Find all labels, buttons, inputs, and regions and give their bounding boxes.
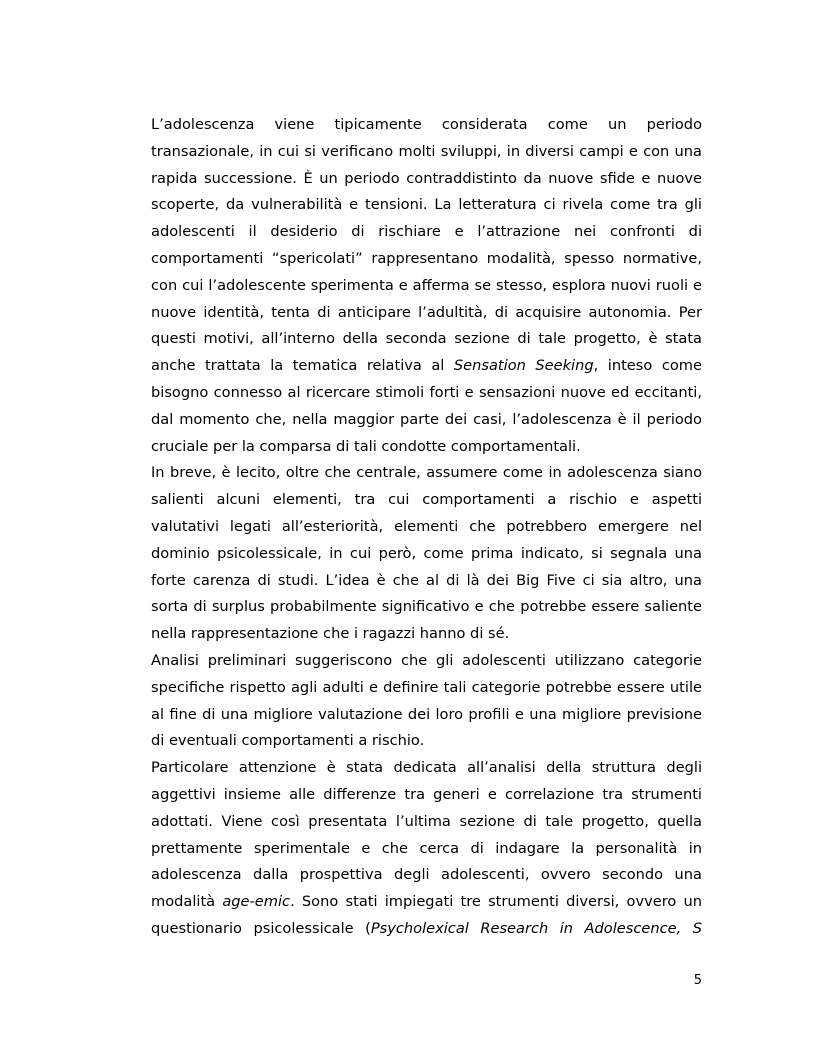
text-line: adolescenza dalla prospettiva degli adolescenti, ovvero secondo una bbox=[151, 866, 702, 884]
text-line: forte carenza di studi. L’idea è che al di là dei Big Five ci sia altro, una bbox=[151, 571, 702, 589]
text-line: Analisi preliminari suggeriscono che gli adolescenti utilizzano categorie bbox=[151, 651, 702, 669]
text-line: prettamente sperimentale e che cerca di indagare la personalità in bbox=[151, 839, 702, 857]
text-line: dominio psicolessicale, in cui però, come prima indicato, si segnala una bbox=[151, 544, 702, 562]
text-line: questi motivi, all’interno della seconda sezione di tale progetto, è stata bbox=[151, 330, 702, 348]
text-line: di eventuali comportamenti a rischio. bbox=[151, 732, 425, 750]
text-line: cruciale per la comparsa di tali condotte comportamentali. bbox=[151, 437, 581, 455]
text-line: In breve, è lecito, oltre che centrale, assumere come in adolescenza siano bbox=[151, 464, 702, 482]
text-line: sorta di surplus probabilmente significativo e che potrebbe essere saliente bbox=[151, 598, 702, 616]
text-line: adolescenti il desiderio di rischiare e l’attrazione nei confronti di bbox=[151, 223, 702, 241]
text-line: aggettivi insieme alle differenze tra generi e correlazione tra strumenti bbox=[151, 785, 702, 803]
body-text bbox=[151, 112, 702, 943]
text-line: nella rappresentazione che i ragazzi hanno di sé. bbox=[151, 625, 510, 643]
text-segment: anche trattata la tematica relativa al bbox=[151, 357, 454, 375]
text-line bbox=[151, 353, 702, 380]
text-segment: modalità bbox=[151, 893, 223, 911]
text-line: salienti alcuni elementi, tra cui comportamenti a rischio e aspetti bbox=[151, 491, 702, 509]
italic-term: age-emic bbox=[222, 893, 291, 911]
text-line: valutativi legati all’esteriorità, elementi che potrebbero emergere nel bbox=[151, 517, 702, 535]
text-segment: , inteso come bbox=[593, 357, 702, 375]
text-line bbox=[151, 889, 702, 916]
text-segment: . Sono stati impiegati tre strumenti diversi, ovvero un bbox=[290, 893, 702, 911]
text-line: comportamenti “spericolati” rappresentano modalità, spesso normative, bbox=[151, 249, 702, 267]
text-line: scoperte, da vulnerabilità e tensioni. La letteratura ci rivela come tra gli bbox=[151, 196, 702, 214]
text-line: al fine di una migliore valutazione dei loro profili e una migliore previsione bbox=[151, 705, 702, 723]
text-line: transazionale, in cui si verificano molti sviluppi, in diversi campi e con una bbox=[151, 142, 702, 160]
text-segment: questionario psicolessicale ( bbox=[151, 919, 371, 937]
italic-term: Sensation Seeking bbox=[453, 357, 594, 375]
text-line: rapida successione. È un periodo contraddistinto da nuove sfide e nuove bbox=[151, 169, 702, 187]
text-line: adottati. Viene così presentata l’ultima sezione di tale progetto, quella bbox=[151, 812, 702, 830]
text-line: Particolare attenzione è stata dedicata all’analisi della struttura degli bbox=[151, 759, 702, 777]
page-number: 5 bbox=[693, 973, 702, 988]
text-line: dal momento che, nella maggior parte dei casi, l’adolescenza è il periodo bbox=[151, 410, 702, 428]
text-line: specifiche rispetto agli adulti e definire tali categorie potrebbe essere utile bbox=[151, 678, 702, 696]
text-line: con cui l’adolescente sperimenta e afferma se stesso, esplora nuovi ruoli e bbox=[151, 276, 702, 294]
text-line: nuove identità, tenta di anticipare l’adultità, di acquisire autonomia. Per bbox=[151, 303, 702, 321]
text-line: bisogno connesso al ricercare stimoli forti e sensazioni nuove ed eccitanti, bbox=[151, 383, 702, 401]
italic-term: Psycholexical Research in Adolescence, S bbox=[370, 919, 702, 937]
text-line: L’adolescenza viene tipicamente considerata come un periodo bbox=[151, 116, 702, 133]
text-line bbox=[151, 916, 702, 943]
